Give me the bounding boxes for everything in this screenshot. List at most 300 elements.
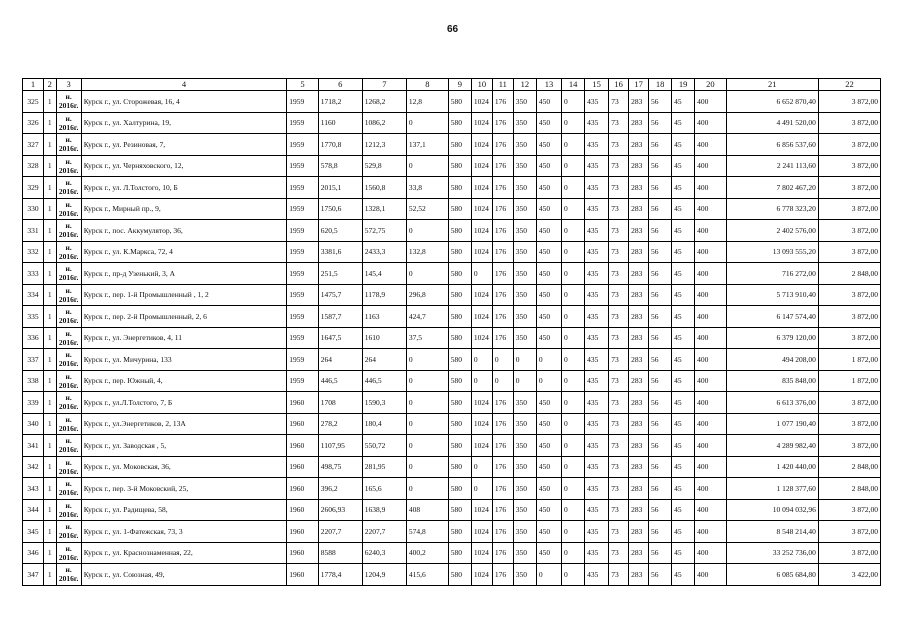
table-cell: 8 548 214,40 [726,521,818,543]
table-cell: 0 [492,370,513,392]
table-cell: 1718,2 [318,91,362,113]
column-header: 19 [672,79,695,91]
table-cell: 329 [23,177,44,199]
table-cell-year [56,478,81,500]
table-cell: 56 [649,521,672,543]
table-cell: 52,52 [406,198,448,220]
column-header: 11 [492,79,513,91]
column-header: 1 [23,79,44,91]
table-cell: 176 [492,306,513,328]
year-value: 2016г. [58,122,79,132]
table-cell: 45 [672,306,695,328]
table-cell: 3 872,00 [818,435,880,457]
table-cell: 400 [695,542,726,564]
table-cell: 450 [536,112,561,134]
table-cell: 176 [492,220,513,242]
table-cell: 73 [609,177,629,199]
column-header: 13 [536,79,561,91]
table-cell: 33,8 [406,177,448,199]
table-cell: 1778,4 [318,564,362,586]
table-cell: 350 [513,91,536,113]
table-cell: 176 [492,478,513,500]
table-cell: 339 [23,392,44,414]
table-cell: 1960 [287,564,318,586]
table-cell: 176 [492,112,513,134]
table-cell: 400 [695,177,726,199]
table-cell: 1560,8 [362,177,406,199]
year-value: 2016г. [58,165,79,175]
table-cell: 0 [406,263,448,285]
table-cell: 350 [513,284,536,306]
table-cell-address: Курск г., ул. Л.Толстого, 10, Б [81,177,287,199]
table-cell: 0 [562,456,585,478]
table-cell: 1 [43,456,56,478]
table-cell-year [56,220,81,242]
table-cell: 0 [513,349,536,371]
year-prefix: н. [65,457,72,467]
table-cell: 0 [562,177,585,199]
table-cell: 550,72 [362,435,406,457]
table-cell: 283 [629,413,649,435]
table-cell: 435 [585,112,609,134]
table-cell: 176 [492,499,513,521]
table-cell: 350 [513,155,536,177]
table-cell: 350 [513,392,536,414]
table-cell: 176 [492,564,513,586]
table-cell: 400 [695,499,726,521]
table-cell: 1 [43,220,56,242]
table-cell: 338 [23,370,44,392]
table-cell: 340 [23,413,44,435]
year-prefix: н. [65,264,72,274]
table-cell: 1212,3 [362,134,406,156]
table-cell: 1647,5 [318,327,362,349]
table-cell: 400 [695,241,726,263]
year-prefix: н. [65,543,72,553]
table-cell: 283 [629,456,649,478]
table-cell: 350 [513,241,536,263]
table-cell: 73 [609,370,629,392]
year-value: 2016г. [58,144,79,154]
table-cell: 1 [43,284,56,306]
table-cell: 3 872,00 [818,198,880,220]
table-cell-address: Курск г., ул. Халтурина, 19, [81,112,287,134]
table-cell: 1024 [471,220,492,242]
table-cell: 400 [695,112,726,134]
table-cell: 435 [585,198,609,220]
table-cell: 350 [513,456,536,478]
table-cell: 0 [562,327,585,349]
table-cell: 176 [492,155,513,177]
table-cell: 176 [492,542,513,564]
table-cell: 0 [562,370,585,392]
table-cell: 446,5 [362,370,406,392]
table-cell: 56 [649,413,672,435]
table-cell-address: Курск г., ул. 1-Фатежская, 73, 3 [81,521,287,543]
table-cell: 580 [448,220,471,242]
table-cell: 326 [23,112,44,134]
table-cell: 450 [536,392,561,414]
table-cell: 350 [513,478,536,500]
table-cell: 1024 [471,392,492,414]
table-cell: 350 [513,413,536,435]
table-cell: 56 [649,456,672,478]
table-cell: 1024 [471,177,492,199]
table-cell: 56 [649,370,672,392]
table-cell: 350 [513,134,536,156]
table-cell: 580 [448,177,471,199]
year-value: 2016г. [58,273,79,283]
table-cell: 1959 [287,112,318,134]
table-cell: 400 [695,155,726,177]
table-cell: 0 [406,112,448,134]
table-cell: 1 [43,392,56,414]
table-cell: 0 [562,220,585,242]
table-cell: 3381,6 [318,241,362,263]
table-cell: 2 241 113,60 [726,155,818,177]
table-cell-year [56,456,81,478]
table-cell: 396,2 [318,478,362,500]
column-header: 9 [448,79,471,91]
table-row [23,499,881,521]
table-cell: 3 872,00 [818,155,880,177]
table-cell: 283 [629,112,649,134]
table-cell: 0 [406,220,448,242]
table-cell: 0 [406,478,448,500]
table-row [23,392,881,414]
table-cell: 580 [448,306,471,328]
table-cell: 73 [609,456,629,478]
table-cell: 1 [43,155,56,177]
table-cell: 435 [585,263,609,285]
table-cell: 450 [536,220,561,242]
table-cell: 8588 [318,542,362,564]
table-cell-address: Курск г., ул. Черняховского, 12, [81,155,287,177]
table-row [23,134,881,156]
table-cell-address: Курск г., ул.Энергетиков, 2, 13А [81,413,287,435]
page-number: 66 [446,24,459,35]
table-cell: 0 [536,564,561,586]
table-cell: 450 [536,327,561,349]
table-cell: 1590,3 [362,392,406,414]
table-cell: 1 [43,564,56,586]
table-cell: 45 [672,198,695,220]
table-cell: 1 077 190,40 [726,413,818,435]
table-row [23,155,881,177]
table-cell: 73 [609,284,629,306]
table-cell: 450 [536,435,561,457]
table-cell: 1024 [471,306,492,328]
column-header: 2 [43,79,56,91]
table-cell: 580 [448,198,471,220]
table-cell: 450 [536,177,561,199]
table-cell: 73 [609,413,629,435]
table-cell: 1959 [287,220,318,242]
table-cell: 1 [43,370,56,392]
table-cell: 3 422,00 [818,564,880,586]
table-cell: 283 [629,370,649,392]
table-cell: 0 [536,349,561,371]
table-cell: 1024 [471,413,492,435]
table-cell: 1 [43,499,56,521]
year-value: 2016г. [58,423,79,433]
table-cell: 3 872,00 [818,134,880,156]
table-cell: 45 [672,91,695,113]
table-cell: 580 [448,478,471,500]
table-cell-address: Курск г., ул. Краснознаменная, 22, [81,542,287,564]
table-cell-address: Курск г., ул. Мичурина, 133 [81,349,287,371]
table-cell: 400 [695,392,726,414]
table-cell: 450 [536,306,561,328]
table-cell: 332 [23,241,44,263]
table-cell: 1 [43,521,56,543]
table-cell: 45 [672,134,695,156]
table-cell: 176 [492,134,513,156]
column-header: 21 [726,79,818,91]
table-cell: 1024 [471,327,492,349]
table-cell: 446,5 [318,370,362,392]
table-cell: 3 872,00 [818,220,880,242]
table-cell-year [56,392,81,414]
table-cell: 176 [492,177,513,199]
table-cell: 45 [672,155,695,177]
table-cell: 0 [562,435,585,457]
table-cell-address: Курск г., ул. К.Маркса, 72, 4 [81,241,287,263]
table-cell: 1 [43,542,56,564]
table-cell: 1024 [471,112,492,134]
table-cell: 435 [585,134,609,156]
table-cell: 450 [536,263,561,285]
table-cell: 498,75 [318,456,362,478]
column-header: 12 [513,79,536,91]
table-cell-year [56,198,81,220]
table-cell: 580 [448,499,471,521]
table-cell: 2015,1 [318,177,362,199]
table-cell: 283 [629,306,649,328]
table-row [23,198,881,220]
year-value: 2016г. [58,380,79,390]
table-cell: 3 872,00 [818,241,880,263]
table-cell: 327 [23,134,44,156]
table-cell: 400 [695,478,726,500]
table-cell-address: Курск г., ул. Резиновая, 7, [81,134,287,156]
table-cell: 0 [406,155,448,177]
table-cell: 1960 [287,435,318,457]
table-cell: 5 713 910,40 [726,284,818,306]
table-cell-address: Курск г., ул. Моковская, 36, [81,456,287,478]
table-cell: 1587,7 [318,306,362,328]
table-cell: 73 [609,220,629,242]
table-cell: 0 [562,478,585,500]
table-cell-year [56,306,81,328]
table-cell: 3 872,00 [818,413,880,435]
table-cell: 0 [562,306,585,328]
table-cell-address: Курск г., пер. 3-й Моковский, 25, [81,478,287,500]
column-header: 15 [585,79,609,91]
table-cell: 56 [649,435,672,457]
table-cell: 0 [471,263,492,285]
year-prefix: н. [65,522,72,532]
table-cell: 415,6 [406,564,448,586]
table-cell: 45 [672,112,695,134]
year-value: 2016г. [58,294,79,304]
table-cell: 73 [609,392,629,414]
table-cell: 45 [672,327,695,349]
table-cell: 450 [536,521,561,543]
table-cell: 6 778 323,20 [726,198,818,220]
column-header: 17 [629,79,649,91]
table-cell: 1024 [471,198,492,220]
table-cell: 572,75 [362,220,406,242]
table-cell: 1959 [287,306,318,328]
year-value: 2016г. [58,466,79,476]
table-cell: 73 [609,327,629,349]
table-cell: 435 [585,177,609,199]
table-cell: 1024 [471,435,492,457]
table-cell: 165,6 [362,478,406,500]
table-cell: 341 [23,435,44,457]
year-prefix: н. [65,92,72,102]
table-cell: 10 094 032,96 [726,499,818,521]
table-cell: 1 [43,435,56,457]
table-cell: 1 [43,177,56,199]
table-row [23,349,881,371]
table-cell: 3 872,00 [818,327,880,349]
table-cell: 283 [629,263,649,285]
table-cell: 337 [23,349,44,371]
table-cell: 1959 [287,284,318,306]
table-cell: 1178,9 [362,284,406,306]
table-cell: 73 [609,112,629,134]
table-cell-year [56,91,81,113]
table-row [23,542,881,564]
table-cell: 73 [609,435,629,457]
table-cell: 1 [43,134,56,156]
table-cell: 56 [649,220,672,242]
table-cell: 580 [448,435,471,457]
table-cell: 6 613 376,00 [726,392,818,414]
table-cell: 400 [695,306,726,328]
table-cell: 2207,7 [318,521,362,543]
table-cell: 580 [448,413,471,435]
table-cell: 835 848,00 [726,370,818,392]
table-cell: 1750,6 [318,198,362,220]
table-cell: 45 [672,499,695,521]
table-row [23,413,881,435]
table-cell: 176 [492,91,513,113]
table-cell: 2 848,00 [818,456,880,478]
table-cell: 1 [43,91,56,113]
table-cell: 283 [629,521,649,543]
table-cell: 0 [562,542,585,564]
table-cell: 333 [23,263,44,285]
table-cell: 336 [23,327,44,349]
table-cell: 0 [536,370,561,392]
table-cell: 73 [609,263,629,285]
column-header: 10 [471,79,492,91]
table-cell: 1610 [362,327,406,349]
table-cell: 1086,2 [362,112,406,134]
year-value: 2016г. [58,187,79,197]
table-cell: 1960 [287,413,318,435]
table-cell: 435 [585,478,609,500]
table-cell: 580 [448,564,471,586]
table-cell: 283 [629,155,649,177]
table-cell: 0 [562,499,585,521]
table-cell: 56 [649,263,672,285]
table-cell: 450 [536,198,561,220]
table-cell-year [56,263,81,285]
table-cell: 1 [43,241,56,263]
table-cell: 400 [695,456,726,478]
table-cell: 1960 [287,478,318,500]
table-cell: 1204,9 [362,564,406,586]
year-value: 2016г. [58,230,79,240]
table-cell: 1 [43,327,56,349]
table-cell: 2 848,00 [818,263,880,285]
year-value: 2016г. [58,337,79,347]
table-cell: 400 [695,284,726,306]
table-cell-address: Курск г., пр-д Узенький, 3, А [81,263,287,285]
table-cell: 580 [448,370,471,392]
table-cell: 343 [23,478,44,500]
table-cell: 45 [672,392,695,414]
table-cell-address: Курск г., пос. Аккумулятор, 36, [81,220,287,242]
year-prefix: н. [65,156,72,166]
year-prefix: н. [65,135,72,145]
table-cell: 350 [513,112,536,134]
table-cell: 0 [406,370,448,392]
table-cell: 1960 [287,392,318,414]
table-cell: 1960 [287,542,318,564]
table-cell: 1959 [287,349,318,371]
table-header-row [23,79,881,91]
year-value: 2016г. [58,101,79,111]
table-cell-year [56,327,81,349]
table-cell: 0 [562,198,585,220]
table-cell: 400,2 [406,542,448,564]
table-cell: 7 802 467,20 [726,177,818,199]
table-cell: 435 [585,306,609,328]
table-cell: 580 [448,241,471,263]
table-cell: 574,8 [406,521,448,543]
table-cell: 45 [672,542,695,564]
table-cell: 45 [672,263,695,285]
table-cell: 435 [585,349,609,371]
column-header: 6 [318,79,362,91]
table-cell: 1 [43,413,56,435]
year-value: 2016г. [58,552,79,562]
table-cell-year [56,241,81,263]
table-cell: 435 [585,91,609,113]
table-cell: 283 [629,134,649,156]
table-cell: 347 [23,564,44,586]
table-cell: 0 [562,392,585,414]
table-cell: 45 [672,177,695,199]
year-value: 2016г. [58,445,79,455]
table-cell: 400 [695,521,726,543]
table-cell: 1 [43,349,56,371]
table-cell: 56 [649,542,672,564]
table-cell: 580 [448,134,471,156]
year-prefix: н. [65,242,72,252]
table-cell: 145,4 [362,263,406,285]
table-cell: 6240,3 [362,542,406,564]
table-cell: 283 [629,220,649,242]
table-row [23,177,881,199]
table-cell: 283 [629,499,649,521]
table-cell: 45 [672,435,695,457]
